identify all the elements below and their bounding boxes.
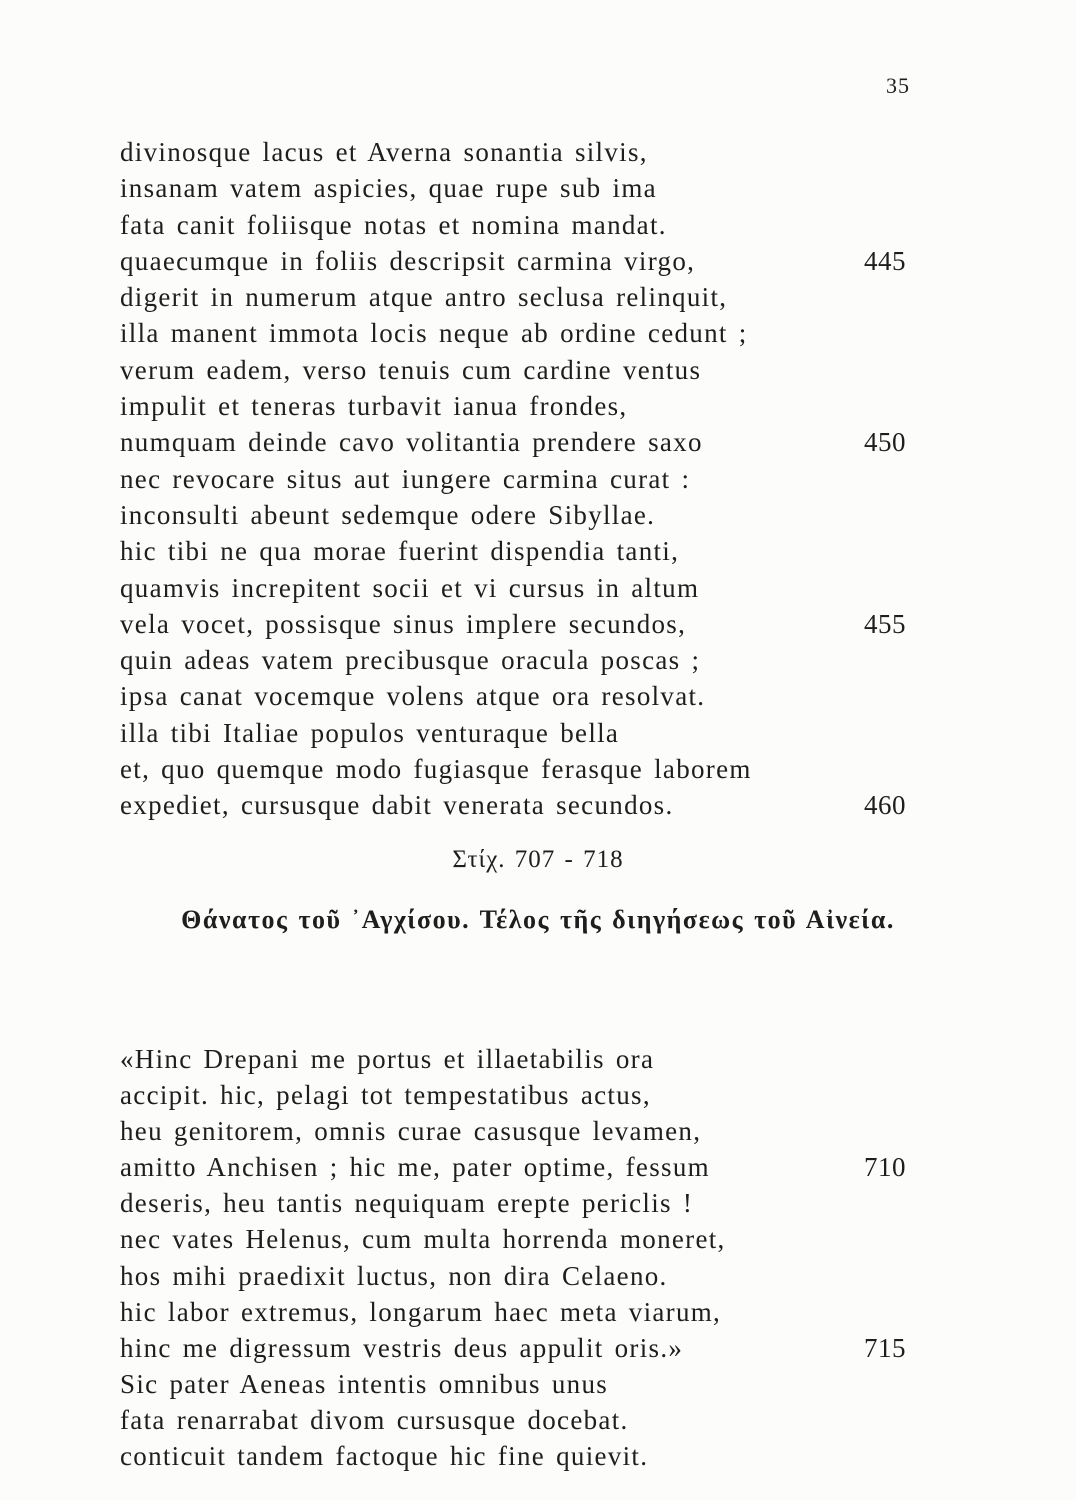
verse-line xyxy=(120,1041,920,1077)
page-number: 35 xyxy=(886,73,910,98)
verse-line xyxy=(120,1366,920,1402)
line-number: 455 xyxy=(864,608,906,639)
verse-text: amitto Anchisen ; hic me, pater optime, fessum xyxy=(120,1152,710,1183)
verse-line xyxy=(120,170,920,206)
verse-text: deseris, heu tantis nequiquam erepte periclis ! xyxy=(120,1188,694,1219)
verse-line xyxy=(120,243,920,279)
verse-block-1 xyxy=(120,134,920,824)
verse-line xyxy=(120,1185,920,1221)
verse-line xyxy=(120,207,920,243)
verse-text: hic labor extremus, longarum haec meta viarum, xyxy=(120,1296,722,1327)
verse-line xyxy=(120,751,920,787)
verse-line xyxy=(120,1258,920,1294)
verse-text: heu genitorem, omnis curae casusque levamen, xyxy=(120,1116,702,1147)
verse-text: quaecumque in foliis descripsit carmina virgo, xyxy=(120,245,696,276)
verse-text: «Hinc Drepani me portus et illaetabilis ora xyxy=(120,1044,655,1074)
verse-text: illa tibi Italiae populos venturaque bella xyxy=(120,717,620,748)
verse-line xyxy=(120,642,920,678)
verse-text: ipsa canat vocemque volens atque ora resolvat. xyxy=(120,681,706,712)
verse-line xyxy=(120,1149,920,1185)
verse-text: vela vocet, possisque sinus implere secundos, xyxy=(120,608,687,639)
verse-block-2 xyxy=(120,1041,920,1474)
verse-line xyxy=(120,1294,920,1330)
verse-line xyxy=(120,134,920,170)
verse-text: nec vates Helenus, cum multa horrenda moneret, xyxy=(120,1224,726,1255)
verse-text: expediet, cursusque dabit venerata secundos. xyxy=(120,790,674,821)
line-number: 445 xyxy=(864,245,906,276)
verse-text: nec revocare situs aut iungere carmina curat : xyxy=(120,463,691,494)
verse-text: impulit et teneras turbavit ianua frondes, xyxy=(120,391,628,422)
verse-text: numquam deinde cavo volitantia prendere saxo xyxy=(120,427,703,458)
verse-line xyxy=(120,715,920,751)
line-number: 460 xyxy=(864,790,906,821)
verse-line xyxy=(120,497,920,533)
verse-text: hos mihi praedixit luctus, non dira Celaeno. xyxy=(120,1260,668,1291)
verse-line xyxy=(120,279,920,315)
verse-text: hic tibi ne qua morae fuerint dispendia tanti, xyxy=(120,536,680,567)
verse-line xyxy=(120,1113,920,1149)
verse-text: illa manent immota locis neque ab ordine cedunt ; xyxy=(120,318,748,349)
verse-text: insanam vatem aspicies, quae rupe sub ima xyxy=(120,173,657,204)
verse-text: digerit in numerum atque antro seclusa relinquit, xyxy=(120,282,728,313)
verse-line xyxy=(120,1330,920,1366)
verse-line xyxy=(120,424,920,460)
verse-line xyxy=(120,388,920,424)
verse-text: accipit. hic, pelagi tot tempestatibus actus, xyxy=(120,1080,651,1111)
verse-reference: Στίχ. 707 - 718 xyxy=(452,846,624,873)
line-number: 450 xyxy=(864,427,906,458)
verse-line xyxy=(120,352,920,388)
verse-line xyxy=(120,1438,920,1474)
verse-text: Sic pater Aeneas intentis omnibus unus xyxy=(120,1368,609,1399)
verse-text: fata canit foliisque notas et nomina mandat. xyxy=(120,209,667,240)
verse-line xyxy=(120,606,920,642)
verse-line xyxy=(120,570,920,606)
line-number: 715 xyxy=(864,1332,906,1363)
verse-text: divinosque lacus et Averna sonantia silvis, xyxy=(120,137,648,167)
verse-line xyxy=(120,787,920,823)
verse-line xyxy=(120,678,920,714)
verse-text: inconsulti abeunt sedemque odere Sibyllae. xyxy=(120,499,656,530)
verse-line xyxy=(120,461,920,497)
verse-text: fata renarrabat divom cursusque docebat. xyxy=(120,1404,629,1435)
line-number: 710 xyxy=(864,1152,906,1183)
section-title: Θάνατος τοῦ ᾿Αγχίσου. Τέλος τῆς διηγήσεως τοῦ Αἰνεία. xyxy=(181,905,895,934)
verse-text: quamvis increpitent socii et vi cursus in altum xyxy=(120,572,700,603)
verse-line xyxy=(120,1221,920,1257)
verse-line xyxy=(120,1402,920,1438)
verse-line xyxy=(120,533,920,569)
verse-line xyxy=(120,315,920,351)
verse-line xyxy=(120,1077,920,1113)
verse-text: et, quo quemque modo fugiasque ferasque laborem xyxy=(120,754,752,785)
verse-text: quin adeas vatem precibusque oracula poscas ; xyxy=(120,645,701,676)
verse-text: verum eadem, verso tenuis cum cardine ventus xyxy=(120,354,702,385)
verse-text: conticuit tandem factoque hic fine quievit. xyxy=(120,1441,649,1472)
verse-text: hinc me digressum vestris deus appulit oris.» xyxy=(120,1332,684,1363)
